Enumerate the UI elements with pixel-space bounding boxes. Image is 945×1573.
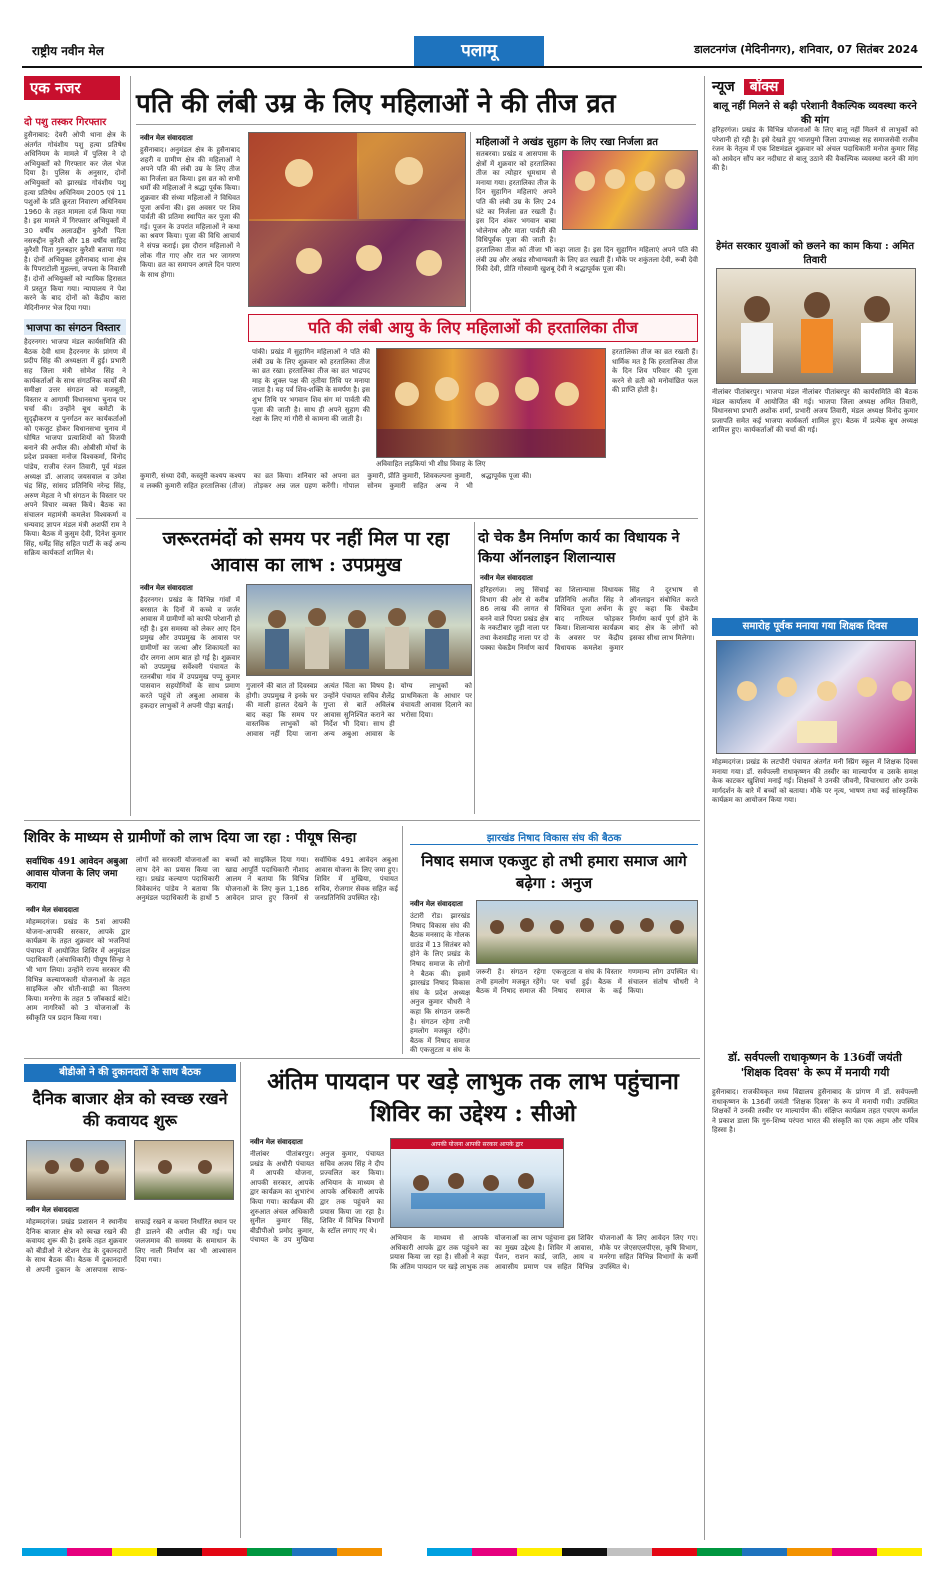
news-box-headline: बालू नहीं मिलने से बढ़ी परेशानी वैकल्पिक व्यवस्था करने की मांग (713, 101, 917, 126)
color-swatch (517, 1548, 562, 1556)
school-children-icon (717, 641, 916, 754)
column-rule (130, 76, 131, 816)
column-rule (240, 1062, 241, 1538)
niranjala-body: सतबरवा। प्रखंड व आसपास के क्षेत्रों में शुक्रवार को हरतालिका तीज का त्योहार धूमधाम से मनाया गया। हरतालिका तीज के दिन सुहागिन महिलाएं अपने पति की लंबी उम्र के लिए 24 घंटे का निर्जला व्रत रखती हैं। इस दिन शंकर भगवान बाबा भोलेनाथ और माता पार्वती की विधिपूर्वक पूजा की जाती है। (476, 150, 556, 245)
shivir-body-cont: लोगों को सरकारी योजनाओं का लाभ देने का प्रयास किया जा रहा। प्रखंड कल्याण पदाधिकारी विवेकानंद पांडेय ने बताया कि अनुमंडल पदाधिकारी के हाथों 5 बच्चों को साइकिल दिया गया। खाद्य आपूर्ति पदाधिकारी नौशाद आलम ने बताया कि विभिन्न योजनाओं के लिए कुल 1,186 आवेदन प्राप्त हुए जिनमें से सर्वाधिक 491 आवेदन अबुआ आवास योजना के लिए जमा हुए। शिविर में मुखिया, पंचायत सचिव, रोजगार सेवक सहित कई जनप्रतिनिधि उपस्थित रहे। (136, 856, 398, 903)
hartalika-caption: अविवाहित लड़कियां भी शीघ्र विवाह के लिए (376, 460, 486, 468)
teej-body: हुसैनाबाद। अनुमंडल क्षेत्र के हुसैनाबाद शहरी व ग्रामीण क्षेत्र की महिलाओं ने अपने पति की लंबी उम्र के लिए तीज का निर्जला व्रत किया। इस व्रत को सभी धर्मों की महिलाओं ने श्रद्धा पूर्वक किया। शुक्रवार की संध्या महिलाओं ने विधिवत पूजा अर्चना की। इस अवसर पर शिव पार्वती की प्रतिमा स्थापित कर पूजा की गई। पूजन के उपरांत महिलाओं ने कथा का श्रवण किया। पूजा की विधि आचार्य ने संपन्न कराई। इस दौरान महिलाओं ने लोक गीत गाए और रात भर जागरण किया। व्रत का समापन अगले दिन पारण के साथ होगा। (140, 146, 240, 279)
awas-body-cont: गुजारने की बात तो दिवस्वप्न होगी। उपप्रमुख ने इनके घर की माली हालत देखने के बाद कहा कि समय पर वास्तविक लाभुकों को आवास नहीं दिया जाना अत्यंत चिंता का विषय है। उन्होंने पंचायत सचिव शैलेंद्र गुप्ता से बातें अविलंब आवास सुनिश्चित कराने का निर्देश भी दिया। साथ ही अन्य अबुआ आवास के योग्य लाभुकों को प्राथमिकता के आधार पर वंचायती आवास दिलाने का भरोसा दिया। (246, 682, 472, 738)
shopkeepers-icon (135, 1141, 234, 1200)
news-box-title-b: बॉक्स (744, 79, 785, 95)
color-swatch (697, 1548, 742, 1556)
color-swatch (202, 1548, 247, 1556)
teej-body-bottom: कुमारी, संध्या देवी, कस्तूरी कश्यप कश्यप व लक्की कुमारी सहित हरतालिका (तीज) का व्रत किया। शनिवार को अपना व्रत तोड़कर अन्न जल ग्रहण करेंगी। गोपाल कुमारी, प्रीति कुमारी, शिवकल्पना कुमारी, सोनम कुमारी सहित अन्य ने भी श्रद्धापूर्वक पूजा की। (140, 472, 532, 490)
color-swatch (382, 1548, 427, 1556)
color-swatch (292, 1548, 337, 1556)
brief-headline: भाजपा का संगठन विस्तार (24, 319, 126, 335)
ek-nazar-title: एक नजर (24, 76, 120, 100)
brief-body: हुसैनाबाद: देवरी ओपी थाना क्षेत्र के अंतर्गत गोवंशीय पशु हत्या प्रतिषेध अधिनियम के मामले में पुलिस ने दो अभियुक्तों को गिरफ्तार कर जेल भेज दिया है। पुलिस के अनुसार, दोनों अभियुक्तों को झारखंड गोवंशीय पशु हत्या प्रतिषेध अधिनियम 2005 एवं 11 पशुओं के प्रति क्रूरता निवारण अधिनियम 1960 के तहत मामला दर्ज किया गया है। इस मामले में गिरफ्तार अभियुक्तों में 30 वर्षीय अलाउद्दीन कुरैशी पिता नसरुद्दीन कुरैशी और 18 वर्षीय साहिद कुरैशी पिता गुलबहार कुरैशी बताया गया है। दोनों अभियुक्त हुसैनाबाद थाना क्षेत्र के पिपराटोली मुहल्ला, जपला के निवासी हैं। दोनों अभियुक्तों को न्यायिक हिरासत में प्रस्तुत किया गया। न्यायालय ने पेश करने के बाद दोनों को केंद्रीय कारा मेदिनीनगर भेज दिया गया। (24, 131, 126, 312)
headline-hartalika: पति की लंबी आयु के लिए महिलाओं की हरतालिका तीज (308, 318, 638, 337)
worship-scene-icon (249, 133, 466, 307)
color-swatch (742, 1548, 787, 1556)
headline-ceo: अंतिम पायदान पर खड़े लाभुक तक लाभ पहुंचाना शिविर का उद्देश्य : सीओ (267, 1068, 679, 1127)
headline-awas: जरूरतमंदों को समय पर नहीं मिल पा रहा आवास का लाभ : उपप्रमुख (162, 528, 450, 576)
women-group-icon (563, 151, 698, 230)
headline-shivir: शिविर के माध्यम से ग्रामीणों को लाभ दिया जा रहा : पीयूष सिन्हा (24, 830, 357, 846)
nishad-photo (476, 900, 698, 964)
column-rule (402, 826, 403, 1054)
news-box-body: हुसैनाबाद। राजकीयकृत मध्य विद्यालय हुसैनाबाद के प्रांगण में डॉ. सर्वपल्ली राधाकृष्णन के 136वीं जयंती 'शिक्षक दिवस' के रूप में मनायी गयी। उपस्थित शिक्षकों ने उनकी तस्वीर पर माल्यार्पण की। संक्षिप्त कार्यक्रम तहत एचएम कर्माल ने प्रकाश डाला कि गुरु-शिष्य परंपरा भारत की संस्कृति का एक अहम और पवित्र हिस्सा है। (712, 1088, 918, 1135)
brief-body: हैदरनगर। भाजपा मंडल कार्यसमिति की बैठक देवी धाम हैदरनगर के प्रांगण में प्रदीप सिंह की अध्यक्षता में हुई। प्रभारी सह जिला मंत्री सोमेश सिंह ने कार्यकर्ताओं के साथ संगठनिक कार्यों की समीक्षा उत्तर संगठन को मजबूती, विस्तार व आगामी विधानसभा चुनाव पर चर्चा की। उन्होंने बूथ कमेटी के सुदृढ़ीकरण व पुनर्गठन कर कार्यकर्ताओं को एकजुट होकर विधानसभा चुनाव में घोषित भाजपा प्रत्याशियों को विजयी बनाने की अपील की। ओबीसी मोर्चा के प्रदेश प्रवक्ता मनोज विश्वकर्मा, विनोद पांडेय, राजीव रंजन तिवारी, पूर्व मंडल अध्यक्ष डॉ. आजाद जयसवाल व उमेश चंद्र सिंह, सांसद प्रतिनिधि नरेन्द्र सिंह, अरुण मेहता ने भी संगठन के विस्तार पर अपने विचार व्यक्त किये। बैठक का संचालन महामंत्री कमलेश विश्वकर्मा व धन्यवाद ज्ञापन मंडल मंत्री अशर्फी राम ने किया। बैठक में कुसुम देवी, दिनेश कुमार सिंह, धर्मेंद्र सिंह सहित पार्टी के कई अन्य सक्रिय कार्यकर्ता शामिल थे। (24, 338, 126, 558)
color-swatch (67, 1548, 112, 1556)
headline-bazar: दैनिक बाजार क्षेत्र को स्वच्छ रखने की कवायद शुरू (32, 1089, 228, 1130)
news-box-title (712, 76, 918, 96)
shivir-body: मोहम्मदगंज। प्रखंड के 5वां आपकी योजना-आपकी सरकार, आपके द्वार कार्यक्रम के तहत शुक्रवार को भजनियां पंचायत में आयोजित शिविर में अनुमंडल पदाधिकारी (अंचाधिकारी) पीयूष सिन्हा ने भी भाग लिया। उन्होंने राज्य सरकार की विभिन्न कल्याणकारी योजनाओं के तहत साइकिल और धोती-साड़ी का वितरण किया। मनरेगा के तहत 5 जॉबकार्ड बांटे। आम नागरिकों को 3 योजनाओं के स्वीकृति पत्र प्रदान किया गया। (26, 918, 130, 1022)
ceo-banner-text: आपकी योजना आपकी सरकार आपके द्वार (391, 1139, 563, 1149)
news-box-title-a: न्यूज (712, 79, 735, 95)
page-header (22, 30, 922, 64)
teej-photo (248, 132, 466, 307)
color-swatch (607, 1548, 652, 1556)
nishad-body: उंटारी रोड। झारखंड निषाद विकास संघ की बैठक मनसाद के गोलक ग्राउंड में 13 सितंबर को होने के लिए प्रखंड के निषाद समाज के लोगों ने बैठक की। इसमें झारखंड निषाद विकास संघ के प्रदेश अध्यक्ष अनुज कुमार चौधरी ने कहा कि संगठन जरूरी है। संगठन रहेगा तभी हमलोग मजबूत रहेंगे। बैठक में निषाद समाज की एकजुटता व संघ के (410, 912, 470, 1054)
ceo-body-cont: अभियान के माध्यम से आपके अधिकारी आपके द्वार तक पहुंचने का प्रयास किया जा रहा है। सीओ ने कहा कि अंतिम पायदान पर खड़े लाभुक तक योजनाओं का लाभ पहुंचाना इस शिविर का मुख्य उद्देश्य है। शिविर में आवास, पेंशन, राशन कार्ड, जाति, आय व आवासीय प्रमाण पत्र सहित विभिन्न योजनाओं के लिए आवेदन लिए गए। मौके पर जेएसएलपीएस, कृषि विभाग, मनरेगा सहित विभिन्न विभागों के कर्मी उपस्थित थे। (390, 1234, 698, 1271)
shivir-subhead: सर्वाधिक 491 आवेदन अबुआ आवास योजना के लिए जमा कराया (26, 857, 128, 891)
color-swatch (157, 1548, 202, 1556)
bazar-photo-left (26, 1140, 126, 1200)
checkdam-body: हरिहरगंज। लघु सिंचाई विभाग की ओर से करीब 86 लाख की लागत से बनने वाले पिपरा प्रखंड क्षेत्र के नकटीबार जुड़ी नाला पर तथा केशवडीह नाला पर दो पक्का चेकडैम निर्माण कार्य का शिलान्यास विधायक प्रतिनिधि अजीत सिंह ने विधिवत पूजा अर्चना के बाद नारियल फोड़कर किया। शिलान्यास कार्यक्रम के अवसर पर केंद्रीय विधायक कमलेश कुमार सिंह ने दूरभाष से ऑनलाइन संबोधित करते हुए कहा कि चेकडैम निर्माण कार्य पूर्ण होने के बाद क्षेत्र के लोगों को इसका सीधा लाभ मिलेगा। (480, 586, 698, 652)
bazar-label: बीडीओ ने की दुकानदारों के साथ बैठक (24, 1064, 236, 1082)
byline: नवीन मेल संवाददाता (26, 1206, 79, 1214)
color-swatch (337, 1548, 382, 1556)
headline-nishad: निषाद समाज एकजुट हो तभी हमारा समाज आगे बढ़ेगा : अनुज (421, 852, 687, 892)
brief-headline: दो पशु तस्कर गिरफ्तार (24, 117, 107, 128)
hartalika-body-right: हरतालिका तीज का व्रत रखती हैं। धार्मिक मत है कि हरतालिका तीज के दिन शिव परिवार की पूजा करने से व्रती को मनोवांछित फल की प्राप्ति होती है। (612, 348, 698, 395)
dateline: डालटनगंज (मेदिनीनगर), शनिवार, 07 सितंबर 2024 (694, 43, 918, 56)
color-swatch (472, 1548, 517, 1556)
teachers-day-photo (716, 640, 916, 754)
ceo-body: नीलांबर पीतांबरपुर। प्रखंड के अधौरी पंचायत में आपकी योजना, आपकी सरकार, आपके द्वार कार्यक्रम का शुभारंभ किया गया। कार्यक्रम की शुरुआत अंचल अधिकारी सुनील कुमार सिंह, बीडीपीओ प्रमोद कुमार, पंचायत के उप मुखिया अनुज कुमार, पंचायत सचिव अजय सिंह ने दीप प्रज्वलित कर किया। अभियान के माध्यम से आपके अधिकारी आपके द्वार तक पहुंचने का प्रयास किया जा रहा है। शिविर में विभिन्न विभागों के स्टॉल लगाए गए थे। (250, 1150, 384, 1245)
news-box-headline: हेमंत सरकार युवाओं को छलने का काम किया : अमित तिवारी (715, 241, 915, 266)
awas-photo (246, 584, 472, 676)
bazar-photo-right (134, 1140, 234, 1200)
headline-rule (136, 124, 696, 125)
column-rule (474, 522, 475, 814)
meeting-crowd-icon (477, 901, 698, 964)
section-label: पलामू (414, 36, 544, 66)
hartalika-photo (376, 348, 606, 458)
news-box-body: हरिहरगंज। प्रखंड के विभिन्न योजनाओं के लिए बालू नहीं मिलने से लाभुकों को परेशानी हो रही है। इसे देखते हुए भाजयुमो जिला उपाध्यक्ष सह समाजसेवी राजीव रंजन के नेतृत्व में एक शिष्टमंडल शुक्रवार को अंचल पदाधिकारी मनोज कुमार सिंह को आवेदन सौंप कर नदीघाट से बालू उठाने की वैकल्पिक व्यवस्था करने की मांग की है। (712, 126, 918, 173)
section-rule (24, 820, 700, 821)
market-meeting-icon (27, 1141, 126, 1200)
news-box-body: नीलांबर पीतांबरपुर। भाजपा मंडल नीलांबर पीतांबरपुर की कार्यसमिति की बैठक मंडल कार्यालय में आयोजित की गई। भाजपा जिला अध्यक्ष अमित तिवारी, विधानसभा प्रभारी अशोक शर्मा, प्रभारी अजय तिवारी, मंडल अध्यक्ष विनोद कुमार प्रजापति समेत कई भाजपा कार्यकर्ता शामिल हुए। बैठक में प्रत्येक बूथ अध्यक्ष शामिल हुए। कार्यकर्ताओं की चर्चा की गई। (712, 388, 918, 435)
news-box-headline: समारोह पूर्वक मनाया गया शिक्षक दिवस (712, 618, 918, 636)
color-swatch (112, 1548, 157, 1556)
paper-name: राष्ट्रीय नवीन मेल (32, 44, 104, 58)
section-rule (24, 1058, 700, 1059)
column-rule (704, 76, 705, 1540)
hartalika-body: पांकी। प्रखंड में सुहागिन महिलाओं ने पति की लंबी उम्र के लिए शुक्रवार को हरतालिका तीज का व्रत रखा। हरतालिका तीज का व्रत भाद्रपद माह के शुक्ल पक्ष की तृतीया तिथि पर मनाया जाता है। यह पर्व शिव-शक्ति के समर्पण है। इस शुभ तिथि पर भगवान शिव संग मां पार्वती की पूजा की जाती है। साथ ही अपने सुहाग की रक्षा के लिए मां गौरी से कामना की जाती है। (252, 348, 370, 424)
nishad-body-cont: जरूरी है। संगठन रहेगा तभी हमलोग मजबूत रहेंगे। बैठक में निषाद समाज की एकजुटता व संघ के विस्तार पर चर्चा हुई। बैठक में निषाद समाज के कई गणमान्य लोग उपस्थित थे। संचालन संतोष चौधरी ने किया। (476, 968, 698, 996)
section-rule (136, 518, 698, 519)
byline: नवीन मेल संवाददाता (26, 906, 79, 914)
niranjala-body-cont: हरतालिका तीज को तीजा भी कहा जाता है। इस दिन सुहागिन महिलाएं अपने पति की लंबी उम्र और अखंड सौभाग्यवती के लिए व्रत रखती हैं। मौके पर शकुंतला देवी, रूबी देवी रिंकी देवी, प्रीति गोस्वामी खुशबू देवी ने श्रद्धापूर्वक पूजा की। (476, 246, 698, 274)
awas-body: हैदरनगर। प्रखंड के विभिन्न गांवों में बरसात के दिनों में कच्चे व जर्जर आवास में ग्रामीणों को काफी परेशानी हो रही है। इस समस्या को लेकर आए दिन प्रमुख और उपप्रमुख के आवास पर ग्रामीणों का जत्था और शिकायतों का दौर लगना आम बात हो गई है। शुक्रवार को उपप्रमुख सर्वेश्वरी पंचायत के रतनबीघा गांव में उपप्रमुख पप्पू कुमार पासवान सहयोगियों के साथ प्रमाण करते पहुंचे तो अबुआ आवास के हकदार लाभुकों ने अपनी पीड़ा बताई। (140, 596, 240, 710)
byline: नवीन मेल संवाददाता (140, 134, 193, 142)
color-swatch (652, 1548, 697, 1556)
color-swatch (832, 1548, 877, 1556)
byline: नवीन मेल संवाददाता (410, 900, 463, 908)
color-swatch (427, 1548, 472, 1556)
headline-teej: पति की लंबी उम्र के लिए महिलाओं ने की तीज व्रत (136, 89, 616, 119)
news-box-body: मोहम्मदगंज। प्रखंड के लटपौरी पंचायत अंतर्गत मनी स्प्रिंग स्कूल में शिक्षक दिवस मनाया गया। डॉ. सर्वपल्ली राधाकृष्णन की तस्वीर का माल्यार्पण व उसके समक्ष केक काटकर खुशियां मनाई गई। शिक्षकों ने उनकी जीवनी, विचारधारा और उनके मार्गदर्शन के बारे में बच्चों को बताया। मौके पर नृत्य, भाषण तथा कई सांस्कृतिक कार्यक्रम का आयोजन किया गया। (712, 758, 918, 805)
color-swatch (787, 1548, 832, 1556)
ceo-photo (390, 1138, 564, 1228)
niranjala-photo (562, 150, 698, 230)
pooja-crowd-icon (377, 349, 606, 458)
color-swatch (562, 1548, 607, 1556)
header-rule (22, 66, 922, 68)
headline-checkdam: दो चेक डैम निर्माण कार्य का विधायक ने किया ऑनलाइन शिलान्यास (478, 530, 680, 566)
villagers-group-icon (247, 585, 472, 676)
officials-group-icon (391, 1149, 564, 1227)
amit-tiwari-photo (716, 268, 916, 384)
nishad-label: झारखंड निषाद विकास संघ की बैठक (410, 830, 698, 845)
ek-nazar-column (24, 76, 126, 816)
byline: नवीन मेल संवाददाता (140, 584, 193, 592)
meeting-people-icon (717, 269, 916, 384)
byline: नवीन मेल संवाददाता (250, 1138, 303, 1146)
hartalika-banner (248, 314, 698, 342)
color-swatch (247, 1548, 292, 1556)
print-color-bar (22, 1548, 922, 1556)
color-swatch (877, 1548, 922, 1556)
news-box-headline: डॉ. सर्वपल्ली राधाकृष्णन के 136वीं जयंती 'शिक्षक दिवस' के रूप में मनायी गयी (728, 1051, 902, 1079)
headline-niranjala: महिलाओं ने अखंड सुहाग के लिए रखा निर्जला व्रत (476, 137, 658, 148)
byline: नवीन मेल संवाददाता (480, 574, 533, 582)
column-rule (470, 132, 471, 312)
bazar-body: मोहम्मदगंज। प्रखंड प्रशासन ने स्थानीय दैनिक बाजार क्षेत्र को स्वच्छ रखने की कवायद शुरू की है। इसके तहत शुक्रवार को बीडीओ ने स्टेशन रोड के दुकानदारों के साथ बैठक की। बैठक में दुकानदारों से अपनी दुकान के आसपास साफ-सफाई रखने व कचरा निर्धारित स्थान पर ही डालने की अपील की गई। पथ जलजमाव की समस्या के समाधान के लिए नाली निर्माण का भी आश्वासन दिया गया। (26, 1218, 236, 1274)
color-swatch (22, 1548, 67, 1556)
